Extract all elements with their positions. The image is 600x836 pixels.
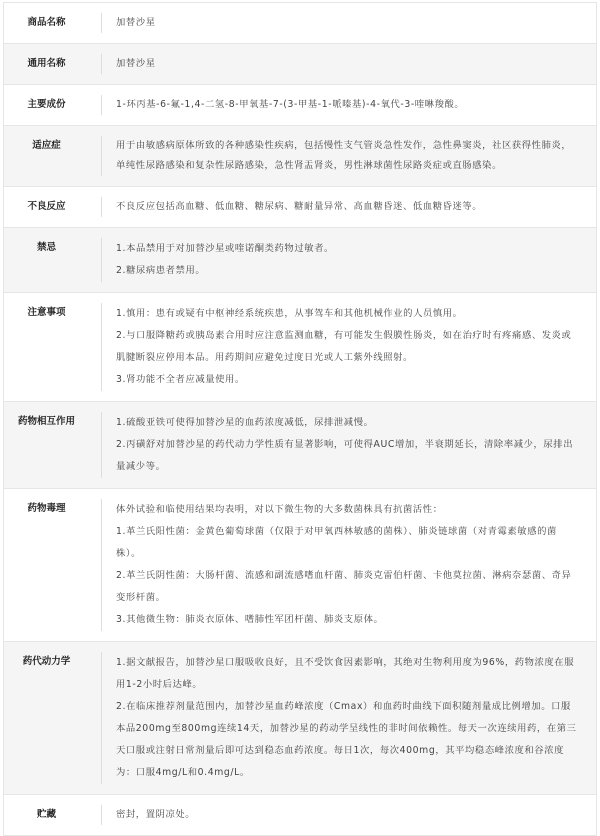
row-trade-name [4,3,596,44]
row-content [116,54,578,74]
row-label: 适应症 [4,136,102,176]
row-main-ingredients [4,85,596,126]
content-line: 加替沙星 [116,17,156,28]
content-line: 3.肾功能不全者应减量使用。 [116,374,245,385]
content-line: 1.本品禁用于对加替沙星或喹诺酮类药物过敏者。 [116,243,334,254]
row-content [116,136,578,176]
row-generic-name [4,44,596,85]
row-content [116,805,578,825]
content-line: 2.与口服降糖药或胰岛素合用时应注意监测血糖，有可能发生假膜性肠炎，如在治疗时有疼痛感、发炎或肌腱断裂应停用本品。用药期间应避免过度日光或人工紫外线照射。 [116,330,572,363]
content-line: 体外试验和临使用结果均表明，对以下微生物的大多数菌株具有抗菌活性： [116,504,443,515]
row-contraindications [4,228,596,293]
row-label: 注意事项 [4,303,102,391]
row-content [116,499,578,631]
row-label: 贮藏 [4,805,102,825]
content-line: 1.据文献报告，加替沙星口服吸收良好，且不受饮食因素影响，其绝对生物利用度为96%，药物浓度在服用1-2小时后达峰。 [116,657,575,690]
row-content [116,13,578,33]
row-label: 药代动力学 [4,652,102,784]
row-label: 禁忌 [4,238,102,282]
drug-info-table [3,2,597,836]
content-line: 用于由敏感病原体所致的各种感染性疾病，包括慢性支气管炎急性发作，急性鼻窦炎，社区获得性肺炎，单纯性尿路感染和复杂性尿路感染，急性肾盂肾炎，男性淋球菌性尿路炎症或直肠感染。 [116,140,572,171]
row-label: 通用名称 [4,54,102,74]
row-label: 商品名称 [4,13,102,33]
row-label: 药物相互作用 [4,412,102,478]
content-line: 3.其他微生物：肺炎衣原体、嗜肺性军团杆菌、肺炎支原体。 [116,614,384,625]
content-line: 2.丙磺舒对加替沙星的药代动力学性质有显著影响，可使得AUC增加，半衰期延长，清除率减少，尿排出量减少等。 [116,439,574,472]
row-pharmacology-toxicology [4,489,596,642]
content-line: 不良反应包括高血糖、低血糖、糖尿病、糖耐量异常、高血糖昏迷、低血糖昏迷等。 [116,201,483,212]
row-label: 主要成份 [4,95,102,115]
row-indications [4,126,596,187]
content-line: 加替沙星 [116,58,156,69]
content-line: 密封，置阴凉处。 [116,809,196,820]
content-line: 1.革兰氏阳性菌：金黄色葡萄球菌（仅限于对甲氧西林敏感的菌株）、肺炎链球菌（对青霉素敏感的菌株）。 [116,526,557,559]
row-pharmacokinetics [4,642,596,795]
row-content [116,652,578,784]
content-line: 2.糖尿病患者禁用。 [116,265,206,276]
row-drug-interactions [4,402,596,489]
row-content [116,95,578,115]
row-content [116,412,578,478]
row-label: 不良反应 [4,197,102,217]
content-line: 1.慎用：患有或疑有中枢神经系统疾患，从事驾车和其他机械作业的人员慎用。 [116,308,463,319]
row-adverse-reactions [4,187,596,228]
row-precautions [4,293,596,402]
content-line: 1.硫酸亚铁可使得加替沙星的血药浓度减低，尿排泄减慢。 [116,417,374,428]
row-storage [4,795,596,835]
row-content [116,303,578,391]
row-content [116,238,578,282]
row-content [116,197,578,217]
content-line: 2.在临床推荐剂量范围内，加替沙星血药峰浓度（Cmax）和血药时曲线下面积随剂量成比例增加。口服本品200mg至800mg连续14天，加替沙星的药动学呈线性的非时间依赖性。每天一次连续用药，在第三天口服或注射日常剂量后即可达到稳态血药浓度。每日1次，每次400mg，其平均稳态峰浓度和谷浓度为：口服4mg/L和0.4mg/L。 [116,701,577,778]
row-label: 药物毒理 [4,499,102,631]
content-line: 1-环丙基-6-氟-1,4-二氢-8-甲氧基-7-(3-甲基-1-哌嗪基)-4-氧代-3-喹啉羧酸。 [116,99,465,110]
content-line: 2.革兰氏阴性菌：大肠杆菌、流感和副流感嗜血杆菌、肺炎克雷伯杆菌、卡他莫拉菌、淋病奈瑟菌、奇异变形杆菌。 [116,570,572,603]
